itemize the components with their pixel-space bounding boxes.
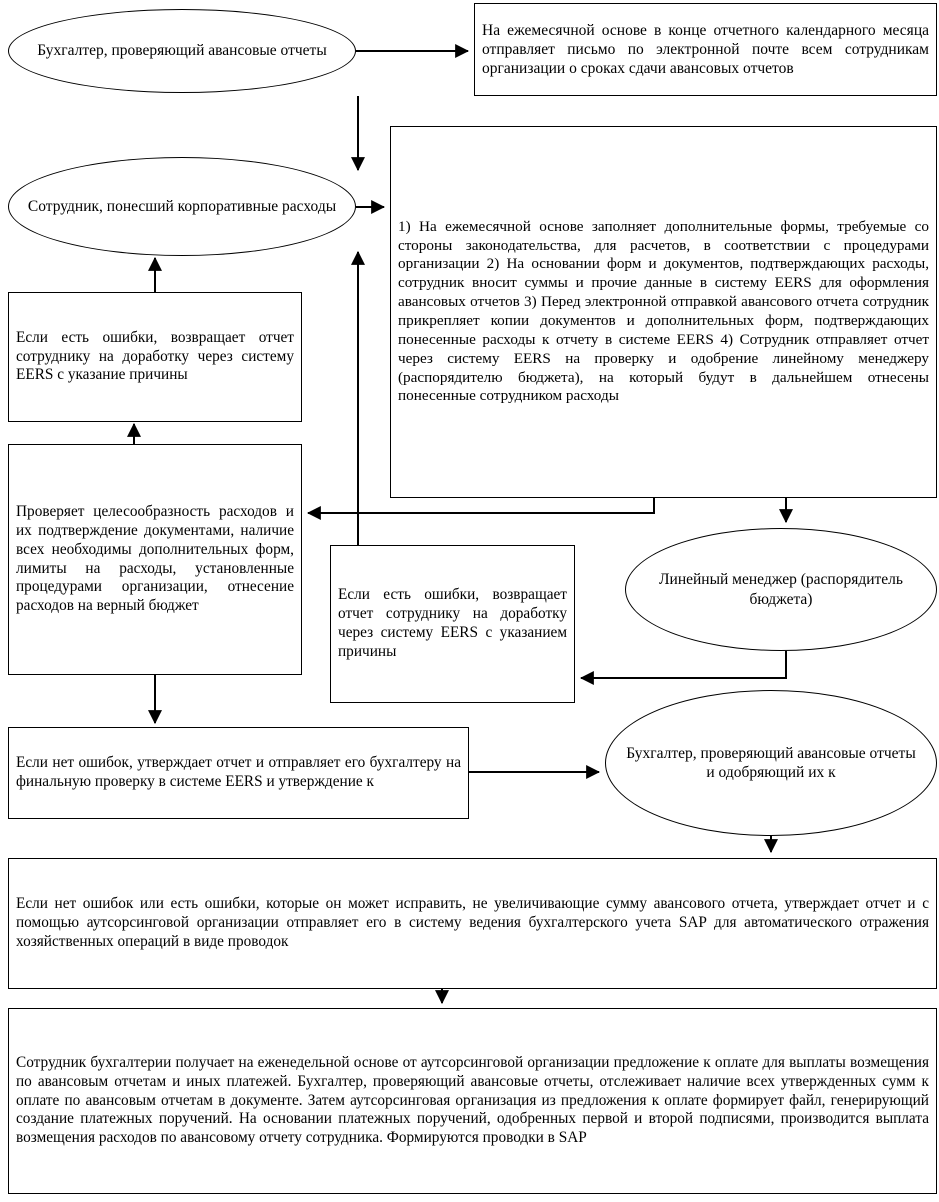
node-no-errors-approve-label: Если нет ошибок, утверждает отчет и отправляет его бухгалтеру на финальную проверку в системе EERS и утверждение к (16, 754, 461, 790)
node-monthly-email[interactable] (474, 3, 937, 96)
node-accountant-approve-label: Бухгалтер, проверяющий авансовые отчеты и одобряющий их к (626, 744, 916, 781)
node-payments-processing-label: Сотрудник бухгалтерии получает на еженедельной основе от аутсорсинговой организации предложение к оплате для выплаты возмещения по авансовым отчетам и иных платежей. Бухгалтер, проверяющий авансовые отчеты, отслеживает наличие всех утвержденных сумм к оплате по авансовым отчетам в документе. Затем аутсорсинговая организация из предложения к оплате формирует файл, генерирующий создание платежных поручений. На основании платежных поручений, одобренных первой и второй подписями, производится выплата возмещения расходов по авансовому отчету сотрудника. Формируются проводки в SAP (16, 1053, 929, 1147)
node-payments-processing[interactable] (8, 1008, 937, 1194)
node-employee-expenses-label: Сотрудник, понесший корпоративные расходы (27, 197, 337, 215)
node-sap-posting-label: Если нет ошибок или есть ошибки, которые он может исправить, не увеличивающие сумму авансового отчета, утверждает отчет и с помощью аутсорсинговой организации отправляет его в систему ведения бухгалтерского учета SAP для автоматического отражения хозяйственных операций в виде проводок (16, 895, 929, 950)
node-errors-return-accountant[interactable] (8, 292, 302, 422)
node-line-manager[interactable] (625, 528, 937, 651)
connector-manager-to-errors2 (581, 651, 786, 678)
node-accountant-approve[interactable] (605, 690, 937, 836)
node-accountant-check[interactable] (8, 9, 356, 93)
node-sap-posting[interactable] (8, 858, 937, 989)
node-errors-return-accountant-label: Если есть ошибки, возвращает отчет сотруднику на доработку через систему EERS с указание причины (16, 328, 294, 384)
node-errors-return-manager[interactable] (330, 545, 575, 703)
node-check-expediency[interactable] (8, 444, 302, 675)
node-employee-steps-label: 1) На ежемесячной основе заполняет дополнительные формы, требуемые со стороны законодательства, для расчетов, в соответствии с процедурами организации 2) На основании форм и документов, подтверждающих расходы, сотрудник вносит суммы и прочие данные в систему EERS для оформления авансовых отчетов 3) Перед электронной отправкой авансового отчета сотрудник прикрепляет копии документов и дополнительных форм, подтверждающих понесенные расходы к отчету в системе EERS 4) Сотрудник отправляет отчет через систему EERS на проверку и одобрение линейному менеджеру (распорядителю бюджета), на который будут в дальнейшем отнесены понесенные сотрудником расходы (398, 217, 929, 405)
node-errors-return-manager-label: Если есть ошибки, возвращает отчет сотруднику на доработку через систему EERS с указанием причины (338, 586, 567, 660)
node-employee-expenses[interactable] (8, 157, 356, 256)
connector-steps-to-check (308, 498, 654, 513)
node-check-expediency-label: Проверяет целесообразность расходов и их подтверждение документами, наличие всех необходимы дополнительных форм, лимиты на расходы, установленные процедурами организации, отнесение расходов на верный бюджет (16, 502, 294, 615)
node-monthly-email-label: На ежемесячной основе в конце отчетного календарного месяца отправляет письмо по электронной почте всем сотрудникам организации о сроках сдачи авансовых отчетов (482, 21, 929, 78)
node-employee-steps[interactable] (390, 126, 937, 498)
node-line-manager-label: Линейный менеджер (распорядитель бюджета) (659, 571, 903, 608)
node-accountant-check-label: Бухгалтер, проверяющий авансовые отчеты (37, 42, 327, 60)
node-no-errors-approve[interactable] (8, 727, 469, 819)
